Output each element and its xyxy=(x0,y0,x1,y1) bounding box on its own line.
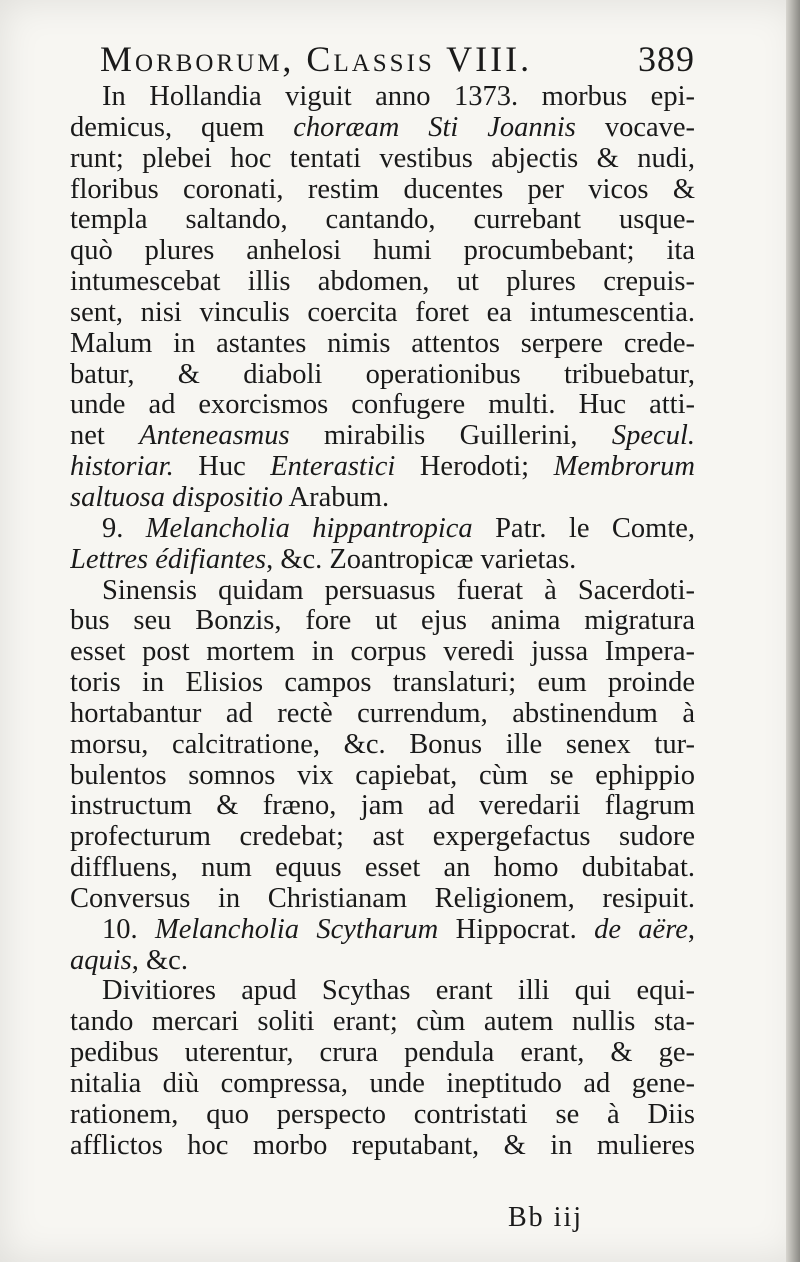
body-text xyxy=(70,82,695,1162)
text-line: rationem, quo perspecto contristati se à Diis xyxy=(70,1099,695,1130)
text-line: intumescebat illis abdomen, ut plures crepuis- xyxy=(70,267,695,298)
text-line: In Hollandia viguit anno 1373. morbus epi- xyxy=(102,82,695,112)
text-line: aquis, &c. xyxy=(70,945,188,976)
text-line: Divitiores apud Scythas erant illi qui equi- xyxy=(102,976,695,1007)
text-line: esset post mortem in corpus veredi jussa Impera- xyxy=(70,637,695,668)
text-line: tando mercari soliti erant; cùm autem nullis sta- xyxy=(70,1007,695,1038)
text-line: afflictos hoc morbo reputabant, & in mulieres xyxy=(70,1130,695,1161)
text-line: profecturum credebat; ast expergefactus sudore xyxy=(70,822,695,853)
text-line: runt; plebei hoc tentati vestibus abjectis & nudi, xyxy=(70,143,695,174)
text-line: saltuosa dispositio Arabum. xyxy=(70,482,390,513)
text-line: toris in Elisios campos translaturi; eum proinde xyxy=(70,668,695,699)
text-line: morsu, calcitratione, &c. Bonus ille senex tur- xyxy=(70,729,695,760)
text-line: floribus coronati, restim ducentes per vicos & xyxy=(70,174,695,205)
text-line: pedibus uterentur, crura pendula erant, & ge- xyxy=(70,1038,695,1069)
text-line: Malum in astantes nimis attentos serpere crede- xyxy=(70,328,695,359)
running-header xyxy=(100,38,695,80)
text-line: diffluens, num equus esset an homo dubitabat. xyxy=(70,853,695,884)
text-line: demicus, quem choræam Sti Joannis vocave- xyxy=(70,112,695,143)
text-line: quò plures anhelosi humi procumbebant; ita xyxy=(70,236,695,267)
text-line: batur, & diaboli operationibus tribuebatur, xyxy=(70,359,695,390)
text-line: bus seu Bonzis, fore ut ejus anima migratura xyxy=(70,606,695,637)
text-line: Lettres édifiantes, &c. Zoantropicæ varietas. xyxy=(70,544,577,575)
text-line: hortabantur ad rectè currendum, abstinendum à xyxy=(70,698,695,729)
page-number: 389 xyxy=(638,39,695,79)
running-title: Morborum, Classis VIII. xyxy=(100,39,533,79)
text-line: nitalia diù compressa, unde ineptitudo ad gene- xyxy=(70,1069,695,1099)
text-line: bulentos somnos vix capiebat, cùm se ephippio xyxy=(70,760,695,791)
page-text-block xyxy=(70,38,695,1162)
text-line: templa saltando, cantando, currebant usque- xyxy=(70,205,695,236)
signature-mark: Bb iij xyxy=(508,1202,584,1233)
text-line: 10. Melancholia Scytharum Hippocrat. de aëre, xyxy=(102,914,695,945)
text-line: sent, nisi vinculis coercita foret ea intumescentia. xyxy=(70,297,695,328)
text-line: Sinensis quidam persuasus fuerat à Sacerdoti- xyxy=(102,575,695,606)
text-line: unde ad exorcismos confugere multi. Huc atti- xyxy=(70,390,695,421)
text-line: net Anteneasmus mirabilis Guillerini, Specul. xyxy=(70,421,695,452)
text-line: historiar. Huc Enterastici Herodoti; Membrorum xyxy=(70,452,695,483)
text-line: instructum & fræno, jam ad veredarii flagrum xyxy=(70,791,695,822)
text-line: Conversus in Christianam Religionem, resipuit. xyxy=(70,883,695,914)
page-gutter-shadow xyxy=(786,0,800,1262)
text-line: 9. Melancholia hippantropica Patr. le Comte, xyxy=(102,513,695,544)
